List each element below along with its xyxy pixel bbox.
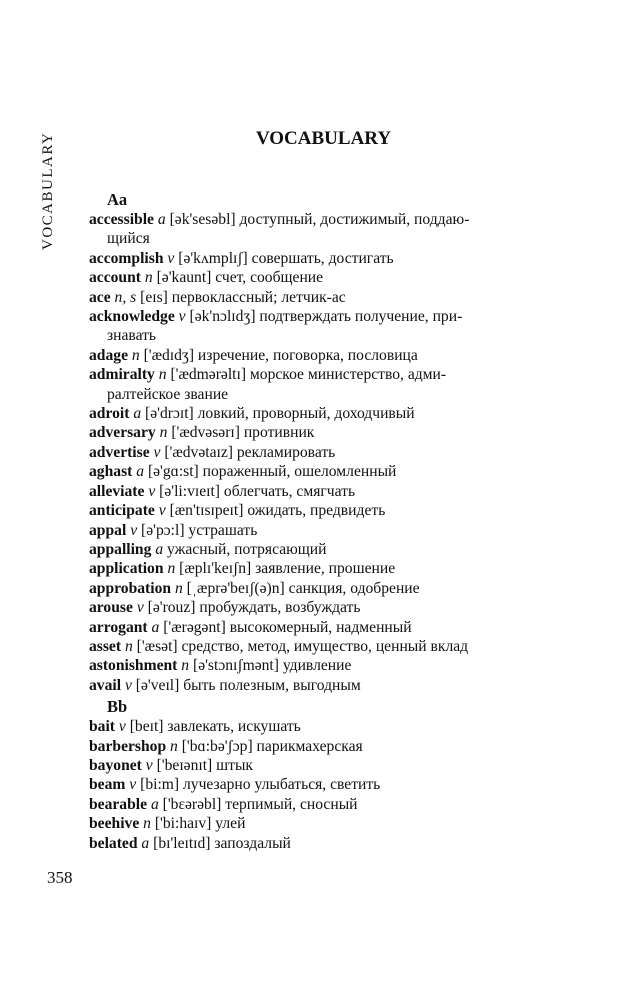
definition: [ə'drɔɪt] ловкий, проворный, доходчивый [145,405,415,423]
headword: admiralty [89,366,155,384]
entry-line [89,307,539,326]
part-of-speech: a [141,834,150,852]
definition: ['ædvətaɪz] рекламировать [164,443,336,461]
definition-continuation: щийся [107,230,150,248]
entry-line [89,443,539,462]
entry-line [89,717,539,736]
headword: adage [89,346,128,364]
headword: accessible [89,211,154,228]
part-of-speech: n [144,269,153,287]
entry-line [89,365,539,384]
definition-continuation: знавать [107,327,157,345]
headword: advertise [89,443,150,461]
entry-line [89,656,539,675]
entry-line [89,618,539,637]
headword: acknowledge [89,308,175,326]
part-of-speech: n [170,737,178,755]
headword: ace [89,288,111,306]
definition: [ə'gɑ:st] пораженный, ошеломленный [147,463,397,481]
vocabulary-entry [89,737,539,756]
page-number: 358 [47,868,73,887]
headword: adversary [89,424,156,442]
side-running-header: VOCABULARY [40,131,56,250]
headword: barbershop [89,737,167,755]
part-of-speech: v [153,443,161,461]
entry-line [89,540,539,559]
vocabulary-entry [89,307,539,346]
headword: appal [89,521,127,539]
headword: asset [89,637,122,655]
definition: [bɪ'leɪtɪd] запоздалый [153,834,291,852]
part-of-speech: v [130,521,138,539]
vocabulary-entry [89,249,539,268]
part-of-speech: v [129,776,137,794]
definition: [ə'li:vɪeɪt] облегчать, смягчать [159,482,356,500]
part-of-speech: n [143,815,151,833]
part-of-speech: v [148,482,156,500]
part-of-speech: v [124,676,132,694]
part-of-speech: a [155,540,164,558]
vocabulary-entry [89,756,539,775]
entry-line [89,268,539,287]
part-of-speech: n [158,366,167,384]
vocabulary-entry [89,443,539,462]
entry-line [89,404,539,423]
entry-line [89,737,539,756]
definition: ['bɛərəbl] терпимый, сносный [162,795,358,813]
part-of-speech: n [167,560,176,578]
part-of-speech: v [178,308,186,326]
vocabulary-list [89,188,539,853]
headword: anticipate [89,502,155,520]
headword: beehive [89,815,140,833]
vocabulary-entry [89,365,539,404]
entry-line [89,775,539,794]
headword: appalling [89,540,152,558]
vocabulary-entry [89,521,539,540]
vocabulary-entry [89,482,539,501]
headword: avail [89,676,122,694]
headword: application [89,560,164,578]
vocabulary-entry [89,775,539,794]
headword: aghast [89,463,133,481]
vocabulary-entry [89,814,539,833]
vocabulary-entry [89,637,539,656]
definition: ['ædvəsərɪ] противник [171,424,315,442]
part-of-speech: n [174,579,183,597]
vocabulary-entry [89,656,539,675]
part-of-speech: a [150,795,159,813]
definition-continuation: ралтейское звание [107,385,229,403]
headword: bait [89,718,115,736]
headword: approbation [89,579,172,597]
definition: [ə'kʌmplɪʃ] совершать, достигать [178,249,394,267]
headword: accomplish [89,249,164,267]
entry-line [89,462,539,481]
definition: ['æsət] средство, метод, имущество, ценный вклад [136,637,469,655]
entry-line [89,814,539,833]
section-letter: Aa [107,190,128,209]
entry-line [89,598,539,617]
part-of-speech: v [118,718,126,736]
part-of-speech: v [158,502,166,520]
definition: [ə'kaunt] счет, сообщение [156,269,324,287]
entry-line [89,637,539,656]
vocabulary-entry [89,210,539,249]
part-of-speech: n [124,637,133,655]
definition: ['bi:haɪv] улей [154,815,246,833]
vocabulary-entry [89,579,539,598]
headword: beam [89,776,126,794]
definition: [ə'pɔ:l] устрашать [141,521,258,539]
part-of-speech: n [181,657,190,675]
headword: astonishment [89,657,178,675]
definition: [beɪt] завлекать, искушать [129,718,301,736]
definition: ['ædmərəltɪ] морское министерство, адми- [170,366,447,384]
definition: ['beɪənɪt] штык [156,756,253,774]
definition: [æplɪ'keɪʃn] заявление, прошение [179,560,396,578]
definition: [ək'nɔlɪdʒ] подтверждать получение, при- [189,308,463,326]
definition: ['ærəgənt] высокомерный, надменный [163,618,412,636]
vocabulary-entry [89,404,539,423]
entry-line [89,288,539,307]
section-letter: Bb [107,697,128,717]
part-of-speech: a [133,405,142,423]
part-of-speech: v [167,249,175,267]
vocabulary-entry [89,618,539,637]
definition: [eɪs] первоклассный; летчик-ас [140,288,346,306]
part-of-speech: a [157,211,166,228]
vocabulary-entry [89,346,539,365]
entry-line [89,482,539,501]
part-of-speech: n [159,424,168,442]
definition: [ˌæprə'beɪʃ(ə)n] санкция, одобрение [186,579,420,597]
headword: belated [89,834,138,852]
entries [89,717,539,853]
entry-line [89,795,539,814]
vocabulary-entry [89,676,539,695]
entry-line [89,249,539,268]
definition: [ək'sesəbl] доступный, достижимый, поддаю- [169,211,470,228]
headword: bearable [89,795,148,813]
entry-line [89,521,539,540]
headword: bayonet [89,756,142,774]
section-b [89,696,539,853]
headword: arrogant [89,618,148,636]
entry-line [89,834,539,853]
entry-line [89,423,539,442]
definition: ['bɑ:bə'ʃɔp] парикмахерская [181,737,363,755]
entry-line [89,579,539,598]
section-a [89,189,539,695]
entry-line [89,559,539,578]
definition: [ə'veɪl] быть полезным, выгодным [135,676,361,694]
part-of-speech: n, s [114,288,137,306]
headword: alleviate [89,482,145,500]
entry-line [89,346,539,365]
part-of-speech: v [145,756,153,774]
vocabulary-entry [89,501,539,520]
vocabulary-entry [89,462,539,481]
entry-line [89,210,539,229]
headword: arouse [89,599,133,617]
definition: [ə'rouz] пробуждать, возбуждать [147,599,361,617]
part-of-speech: v [136,599,144,617]
entry-line [89,756,539,775]
vocabulary-entry [89,423,539,442]
vocabulary-entry [89,288,539,307]
vocabulary-entry [89,717,539,736]
vocabulary-entry [89,834,539,853]
definition: ['ædɪdʒ] изречение, поговорка, пословица [143,346,418,364]
definition: [bi:m] лучезарно улыбаться, светить [140,776,381,794]
definition: ужасный, потрясающий [167,540,327,558]
part-of-speech: a [136,463,145,481]
entries [89,210,539,695]
definition: [æn'tɪsɪpeɪt] ожидать, предвидеть [169,502,386,520]
part-of-speech: n [131,346,140,364]
vocabulary-entry [89,598,539,617]
vocabulary-entry [89,268,539,287]
vocabulary-entry [89,540,539,559]
page-title: VOCABULARY [255,128,392,149]
headword: account [89,269,141,287]
headword: adroit [89,405,130,423]
part-of-speech: a [151,618,160,636]
entry-line [89,676,539,695]
definition: [ə'stɔnɪʃmənt] удивление [193,657,352,675]
vocabulary-entry [89,559,539,578]
entry-line [89,501,539,520]
vocabulary-entry [89,795,539,814]
